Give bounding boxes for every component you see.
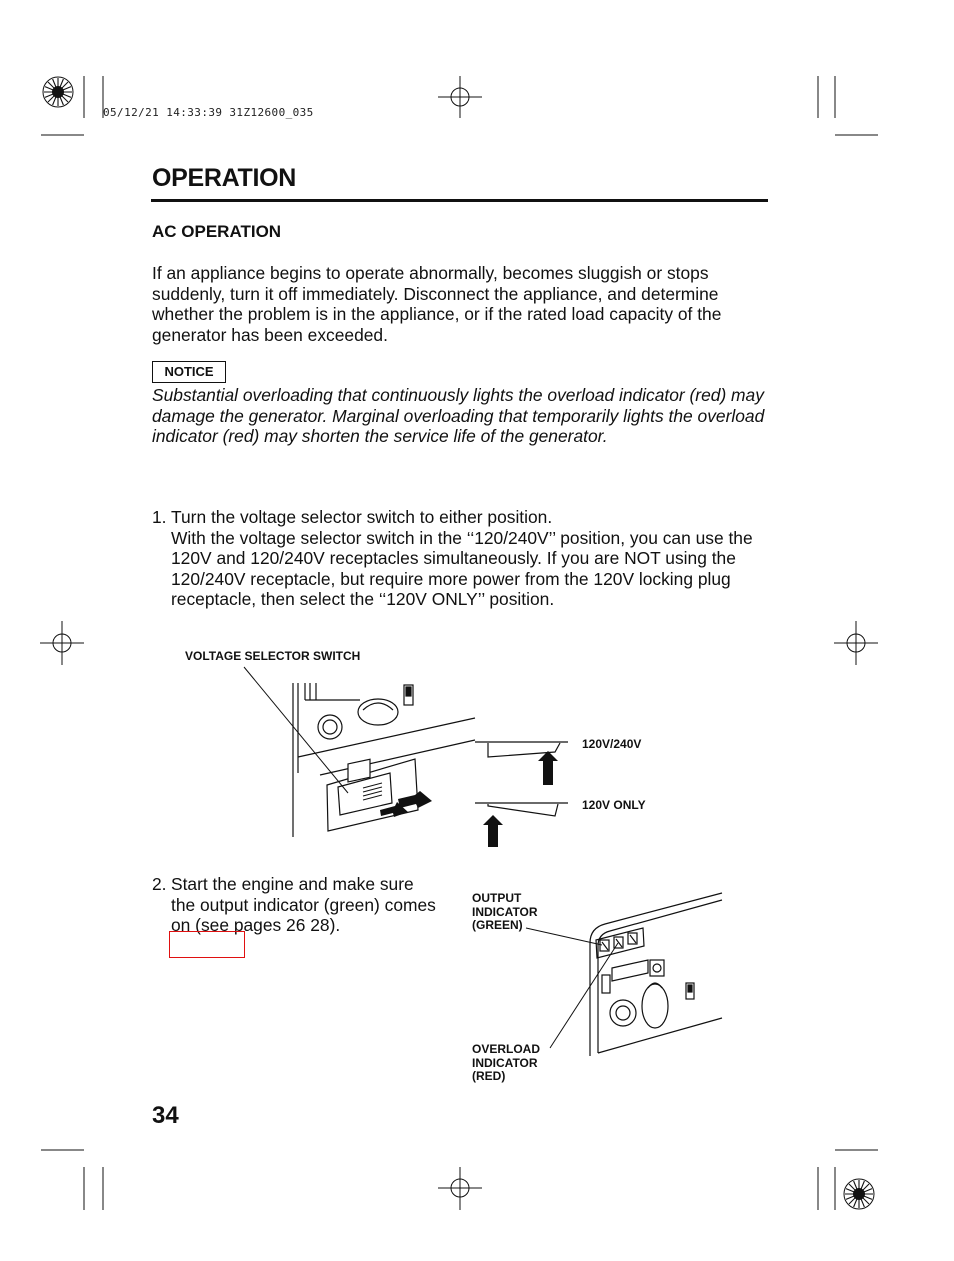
section-title: OPERATION [152,164,297,192]
crosshair-right [834,621,878,665]
page-reference-link[interactable] [169,931,245,958]
intro-paragraph: If an appliance begins to operate abnormally, becomes sluggish or stops suddenly, turn it off immediately. Disconnect the appliance, and determine whether the problem is in the appliance, or if the rated load capacity of the generator has been exceeded. [152,263,722,345]
crosshair-top [438,76,482,118]
step-1-text: Turn the voltage selector switch to either position. With the voltage selector switch in the ‘‘120/240V’’ position, you can use the 120V and 120/240V receptacles simultaneously. If you are NOT using the 120/240V receptacle, but require more power from the 120V locking plug receptacle, then select the ‘‘120V ONLY’’ position. [171,507,753,609]
page-number: 34 [152,1102,179,1129]
indicator-panel-figure [520,888,730,1063]
subheading: AC OPERATION [152,222,282,241]
crosshair-bottom [438,1167,482,1210]
notice-text: Substantial overloading that continuously lights the overload indicator (red) may damage the generator. Marginal overloading that temporarily lights the overload indicator (red) may shorten the service life of the generator. [152,385,765,446]
label-120v-only: 120V ONLY [582,798,646,812]
starburst-mark-bottom-right [844,1179,874,1209]
label-120-240v: 120V/240V [582,737,642,751]
starburst-mark-top-left [43,77,73,107]
voltage-selector-figure [230,665,670,850]
step-1-number: 1. [152,507,167,527]
callout-output-indicator: OUTPUT INDICATOR (GREEN) [472,891,538,932]
step-2-text: Start the engine and make sure the output indicator (green) comes on (see pages 26 28). [171,874,436,935]
callout-overload-indicator: OVERLOAD INDICATOR (RED) [472,1042,541,1083]
title-rule [151,199,768,202]
notice-label: NOTICE [152,361,226,383]
step-2-number: 2. [152,874,167,894]
print-stamp: 05/12/21 14:33:39 31Z12600_035 [103,106,314,119]
crosshair-left [40,621,84,665]
callout-voltage-selector: VOLTAGE SELECTOR SWITCH [185,649,361,663]
